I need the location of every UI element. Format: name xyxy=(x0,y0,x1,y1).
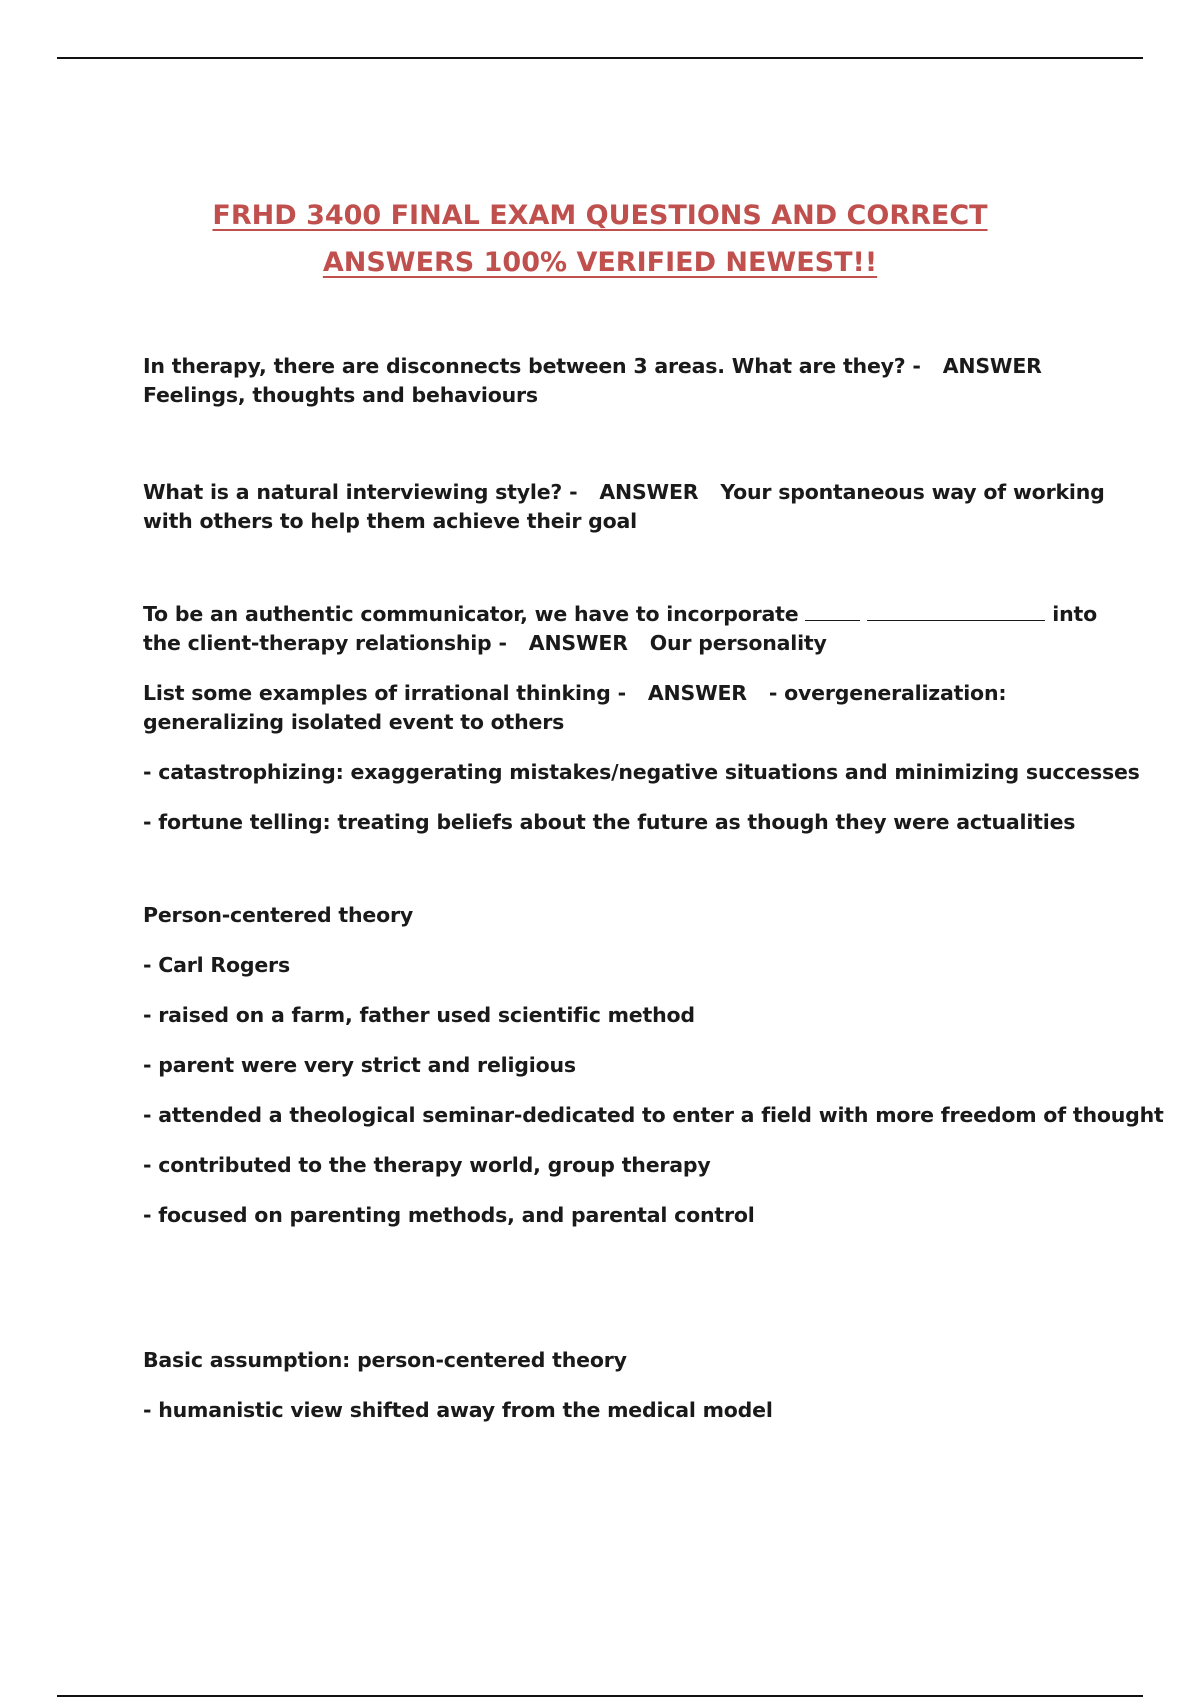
answer-text: Our personality xyxy=(649,631,827,655)
answer-label: ANSWER xyxy=(942,354,1042,378)
list-item: - raised on a farm, father used scientific method xyxy=(143,1003,695,1027)
list-item: - fortune telling: treating beliefs about the future as though they were actualities xyxy=(143,810,1076,834)
list-item: - focused on parenting methods, and parental control xyxy=(143,1203,755,1227)
question-text: List some examples of irrational thinking - xyxy=(143,681,626,705)
list-item: - humanistic view shifted away from the medical model xyxy=(143,1398,773,1422)
document-title xyxy=(0,192,1200,286)
document-body xyxy=(143,352,1164,1425)
answer-text: Feelings, thoughts and behaviours xyxy=(143,383,538,407)
question-text: To be an authentic communicator, we have to incorporate xyxy=(143,602,799,626)
qa-item-1 xyxy=(143,352,1143,381)
title-line-1: FRHD 3400 FINAL EXAM QUESTIONS AND CORRECT xyxy=(212,200,988,231)
answer-text: - overgeneralization: xyxy=(768,681,1007,705)
answer-label: ANSWER xyxy=(647,681,747,705)
list-item: - parent were very strict and religious xyxy=(143,1053,576,1077)
list-item: - contributed to the therapy world, group therapy xyxy=(143,1153,711,1177)
list-item: - catastrophizing: exaggerating mistakes/negative situations and minimizing successes xyxy=(143,760,1140,784)
answer-text-continued: generalizing isolated event to others xyxy=(143,710,565,734)
section-heading-person-centered: Person-centered theory xyxy=(143,903,414,927)
qa-item-4 xyxy=(143,679,1143,708)
list-item: - Carl Rogers xyxy=(143,953,290,977)
qa-item-3-line-2 xyxy=(143,629,1143,658)
question-text: In therapy, there are disconnects between 3 areas. What are they? - xyxy=(143,354,921,378)
question-text-into: into xyxy=(1052,602,1097,626)
question-text: What is a natural interviewing style? - xyxy=(143,480,578,504)
top-rule xyxy=(57,57,1143,59)
qa-item-2 xyxy=(143,478,1143,507)
title-line-2: ANSWERS 100% VERIFIED NEWEST!! xyxy=(322,247,878,278)
fill-in-blank-long xyxy=(867,604,1045,621)
section-heading-basic-assumption: Basic assumption: person-centered theory xyxy=(143,1348,627,1372)
list-item: - attended a theological seminar-dedicated to enter a field with more freedom of thought xyxy=(143,1103,1164,1127)
qa-item-3 xyxy=(143,600,1143,629)
question-text-continued: the client-therapy relationship - xyxy=(143,631,507,655)
answer-text-continued: with others to help them achieve their goal xyxy=(143,509,637,533)
bottom-rule xyxy=(57,1695,1143,1697)
answer-label: ANSWER xyxy=(599,480,699,504)
fill-in-blank-short xyxy=(805,604,860,621)
answer-text: Your spontaneous way of working xyxy=(720,480,1105,504)
answer-label: ANSWER xyxy=(528,631,628,655)
